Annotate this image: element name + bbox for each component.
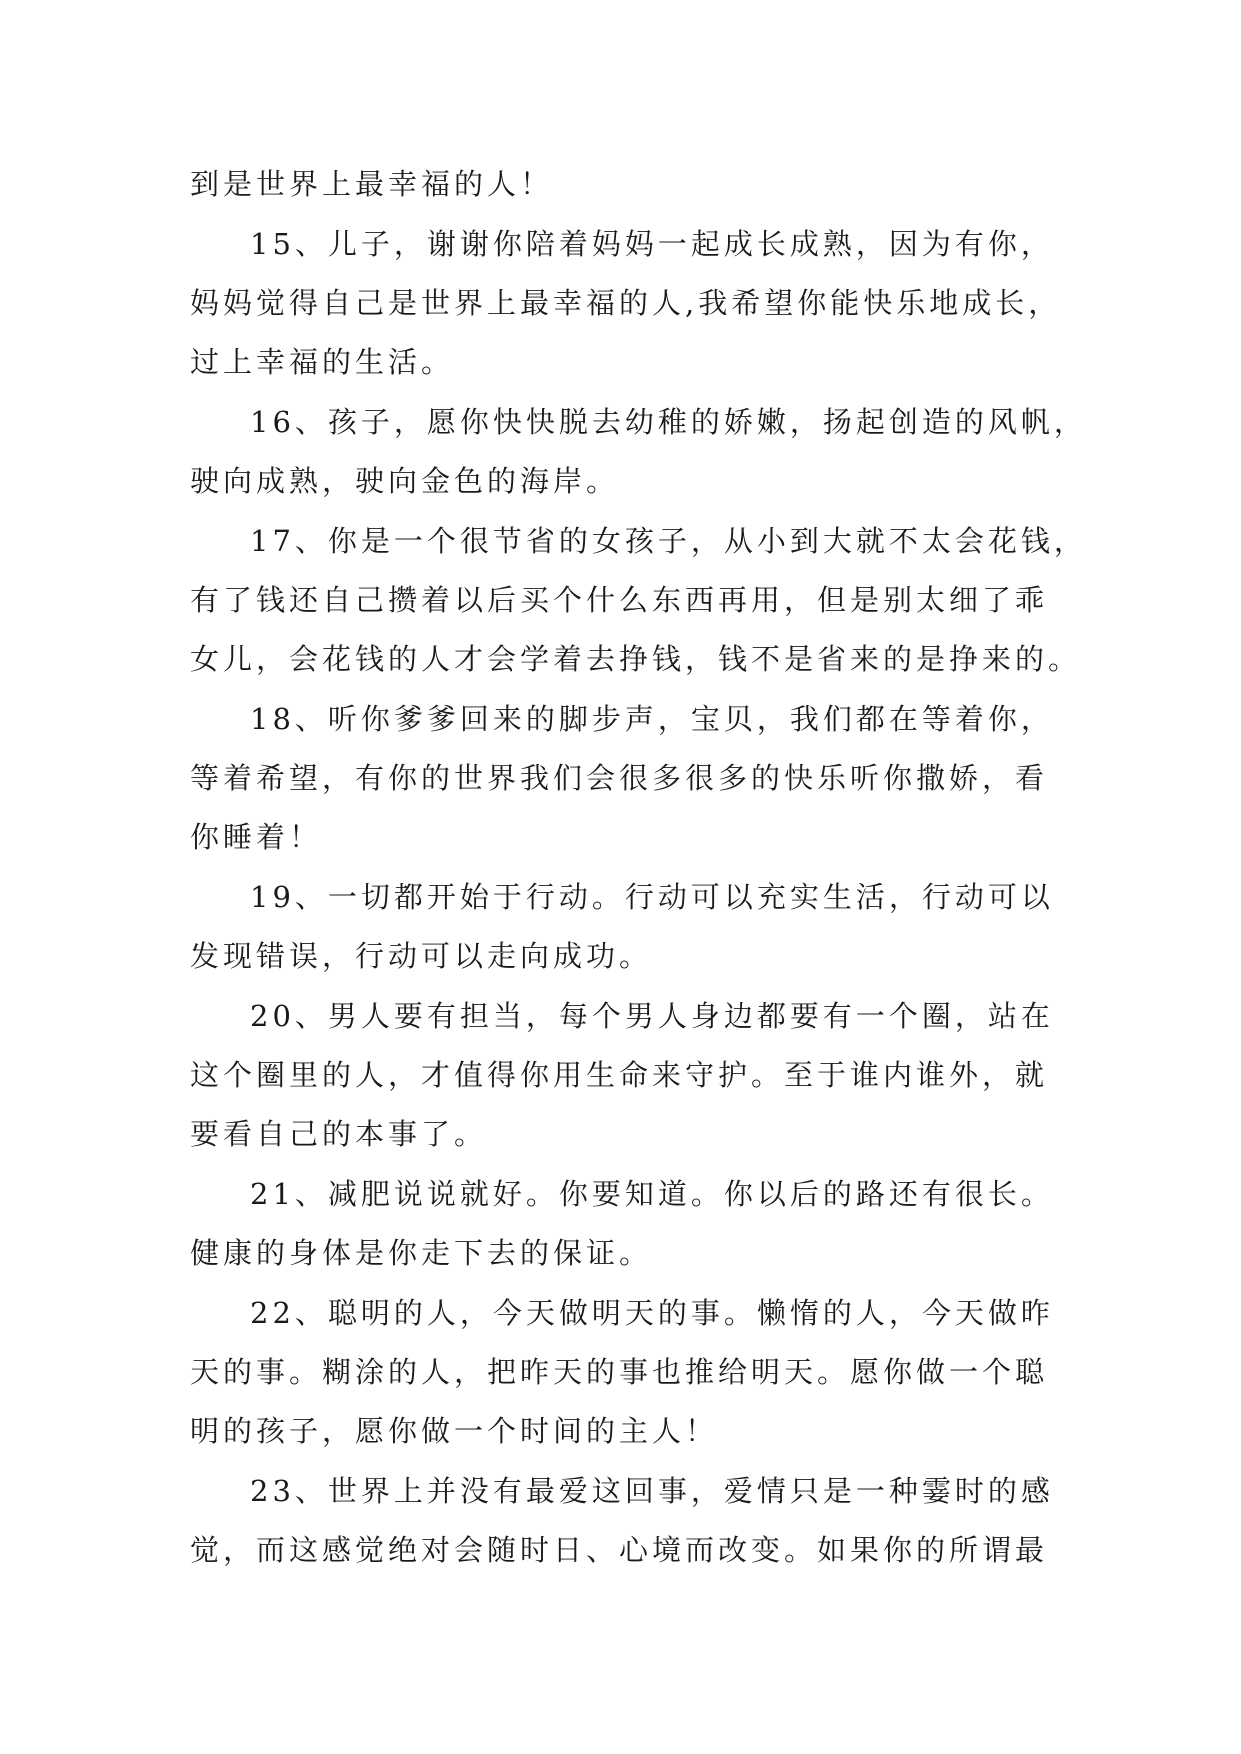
text-line: 16、孩子，愿你快快脱去幼稚的娇嫩，扬起创造的风帆， bbox=[250, 405, 1087, 439]
text-line: 20、男人要有担当，每个男人身边都要有一个圈，站在 bbox=[250, 999, 1054, 1033]
text-line: 觉，而这感觉绝对会随时日、心境而改变。如果你的所谓最 bbox=[190, 1533, 1049, 1567]
text-line: 健康的身体是你走下去的保证。 bbox=[190, 1236, 653, 1270]
text-line: 天的事。糊涂的人，把昨天的事也推给明天。愿你做一个聪 bbox=[190, 1355, 1049, 1389]
text-line: 等着希望，有你的世界我们会很多很多的快乐听你撒娇，看 bbox=[190, 761, 1049, 795]
paragraph-20 bbox=[190, 987, 1090, 1164]
paragraph-15 bbox=[190, 215, 1090, 392]
text-line: 要看自己的本事了。 bbox=[190, 1117, 488, 1151]
text-line: 这个圈里的人，才值得你用生命来守护。至于谁内谁外，就 bbox=[190, 1058, 1049, 1092]
paragraph-19 bbox=[190, 868, 1090, 986]
paragraph-23 bbox=[190, 1462, 1090, 1580]
text-line: 女儿，会花钱的人才会学着去挣钱，钱不是省来的是挣来的。 bbox=[190, 642, 1082, 676]
text-line: 22、聪明的人，今天做明天的事。懒惰的人，今天做昨 bbox=[250, 1296, 1054, 1330]
text-line: 驶向成熟，驶向金色的海岸。 bbox=[190, 464, 620, 498]
paragraph-16 bbox=[190, 393, 1090, 511]
paragraph-18 bbox=[190, 690, 1090, 867]
paragraph-21 bbox=[190, 1165, 1090, 1283]
text-line: 18、听你爹爹回来的脚步声，宝贝，我们都在等着你， bbox=[250, 702, 1054, 736]
paragraph-17 bbox=[190, 512, 1090, 689]
text-line: 过上幸福的生活。 bbox=[190, 345, 455, 379]
text-line: 15、儿子，谢谢你陪着妈妈一起成长成熟，因为有你， bbox=[250, 227, 1054, 261]
text-line: 到是世界上最幸福的人！ bbox=[190, 167, 554, 201]
text-line: 19、一切都开始于行动。行动可以充实生活，行动可以 bbox=[250, 880, 1054, 914]
document-body bbox=[190, 155, 1090, 1581]
text-line: 21、减肥说说就好。你要知道。你以后的路还有很长。 bbox=[250, 1177, 1054, 1211]
text-line: 有了钱还自己攒着以后买个什么东西再用，但是别太细了乖 bbox=[190, 583, 1049, 617]
text-line: 17、你是一个很节省的女孩子，从小到大就不太会花钱， bbox=[250, 524, 1087, 558]
text-line: 妈妈觉得自己是世界上最幸福的人,我希望你能快乐地成长， bbox=[190, 286, 1062, 320]
text-line: 23、世界上并没有最爱这回事，爱情只是一种霎时的感 bbox=[250, 1474, 1054, 1508]
paragraph-22 bbox=[190, 1284, 1090, 1461]
text-line: 明的孩子，愿你做一个时间的主人！ bbox=[190, 1414, 719, 1448]
text-line: 你睡着！ bbox=[190, 820, 323, 854]
paragraph-14-end bbox=[190, 155, 1090, 214]
text-line: 发现错误，行动可以走向成功。 bbox=[190, 939, 653, 973]
